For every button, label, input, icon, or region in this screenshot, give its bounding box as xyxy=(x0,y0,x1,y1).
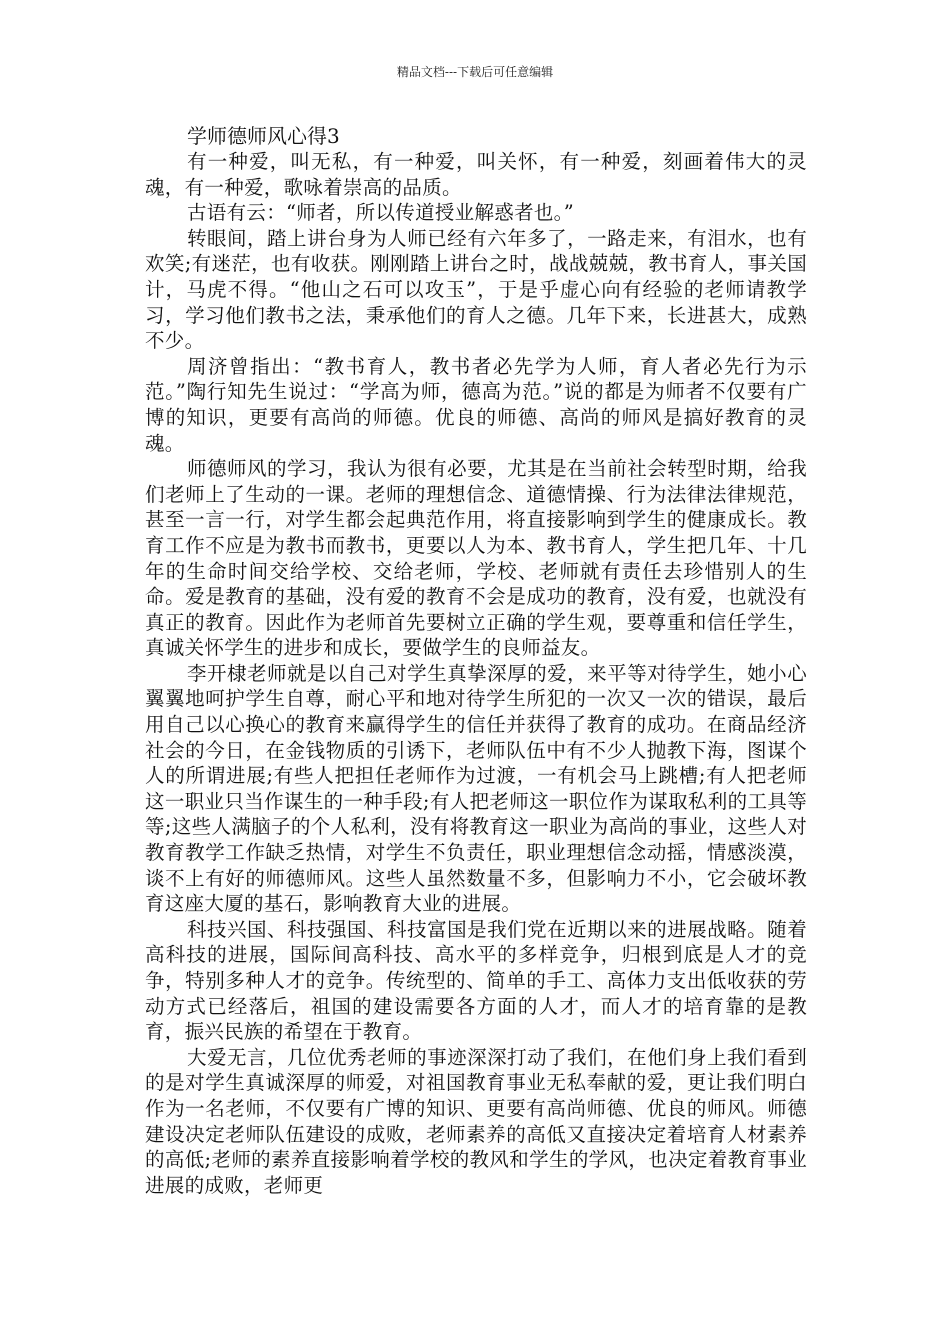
document-title: 学师德师风心得3 xyxy=(187,124,340,148)
paragraph: 科技兴国、科技强国、科技富国是我们党在近期以来的进展战略。随着高科技的进展，国际间高科技、高水平的多样竞争，归根到底是人才的竞争，特别多种人才的竞争。传统型的、简单的手工、高体力支出低收获的劳动方式已经落后，祖国的建设需要各方面的人才，而人才的培育靠的是教育，振兴民族的希望在于教育。 xyxy=(145,917,807,1044)
page-header: 精品文档---下载后可任意编辑 xyxy=(396,65,554,79)
paragraph: 有一种爱，叫无私，有一种爱，叫关怀，有一种爱，刻画着伟大的灵魂，有一种爱，歌咏着崇高的品质。 xyxy=(145,150,807,199)
paragraph: 周济曾指出：“教书育人，教书者必先学为人师，育人者必先行为示范。”陶行知先生说过：“学高为师，德高为范。”说的都是为师者不仅要有广博的知识，更要有高尚的师德。优良的师德、高尚的师风是搞好教育的灵魂。 xyxy=(145,354,807,455)
paragraph: 古语有云：“师者，所以传道授业解惑者也。” xyxy=(187,201,574,225)
paragraph: 转眼间，踏上讲台身为人师已经有六年多了，一路走来，有泪水，也有欢笑;有迷茫，也有收获。刚刚踏上讲台之时，战战兢兢，教书育人，事关国计，马虎不得。“他山之石可以攻玉”，于是乎虚心向有经验的老师请教学习，学习他们教书之法，秉承他们的育人之德。几年下来，长进甚大，成熟不少。 xyxy=(145,226,807,353)
paragraph: 大爱无言，几位优秀老师的事迹深深打动了我们，在他们身上我们看到的是对学生真诚深厚的师爱，对祖国教育事业无私奉献的爱，更让我们明白作为一名老师，不仅要有广博的知识、更要有高尚师德、优良的师风。师德建设决定老师队伍建设的成败，老师素养的高低又直接决定着培育人材素养的高低;老师的素养直接影响着学校的教风和学生的学风，也决定着教育事业进展的成败，老师更 xyxy=(145,1045,807,1197)
paragraph: 师德师风的学习，我认为很有必要，尤其是在当前社会转型时期，给我们老师上了生动的一课。老师的理想信念、道德情操、行为法律法律规范，甚至一言一行，对学生都会起典范作用，将直接影响到学生的健康成长。教育工作不应是为教书而教书，更要以人为本、教书育人，学生把几年、十几年的生命时间交给学校、交给老师，学校、老师就有责任去珍惜别人的生命。爱是教育的基础，没有爱的教育不会是成功的教育，没有爱，也就没有真正的教育。因此作为老师首先要树立正确的学生观，要尊重和信任学生，真诚关怀学生的进步和成长，要做学生的良师益友。 xyxy=(145,457,807,660)
paragraph: 李开棣老师就是以自己对学生真挚深厚的爱，来平等对待学生，她小心翼翼地呵护学生自尊，耐心平和地对待学生所犯的一次又一次的错误，最后用自己以心换心的教育来赢得学生的信任并获得了教育的成功。在商品经济社会的今日，在金钱物质的引诱下，老师队伍中有不少人抛教下海，图谋个人的所谓进展;有些人把担任老师作为过渡，一有机会马上跳槽;有人把老师这一职业只当作谋生的一种手段;有人把老师这一职位作为谋取私利的工具等等;这些人满脑子的个人私利，没有将教育这一职业为高尚的事业，这些人对教育教学工作缺乏热情，对学生不负责任，职业理想信念动摇，情感淡漠，谈不上有好的师德师风。这些人虽然数量不多，但影响力不小，它会破坏教育这座大厦的基石，影响教育大业的进展。 xyxy=(145,661,807,916)
document-body xyxy=(145,124,807,1198)
